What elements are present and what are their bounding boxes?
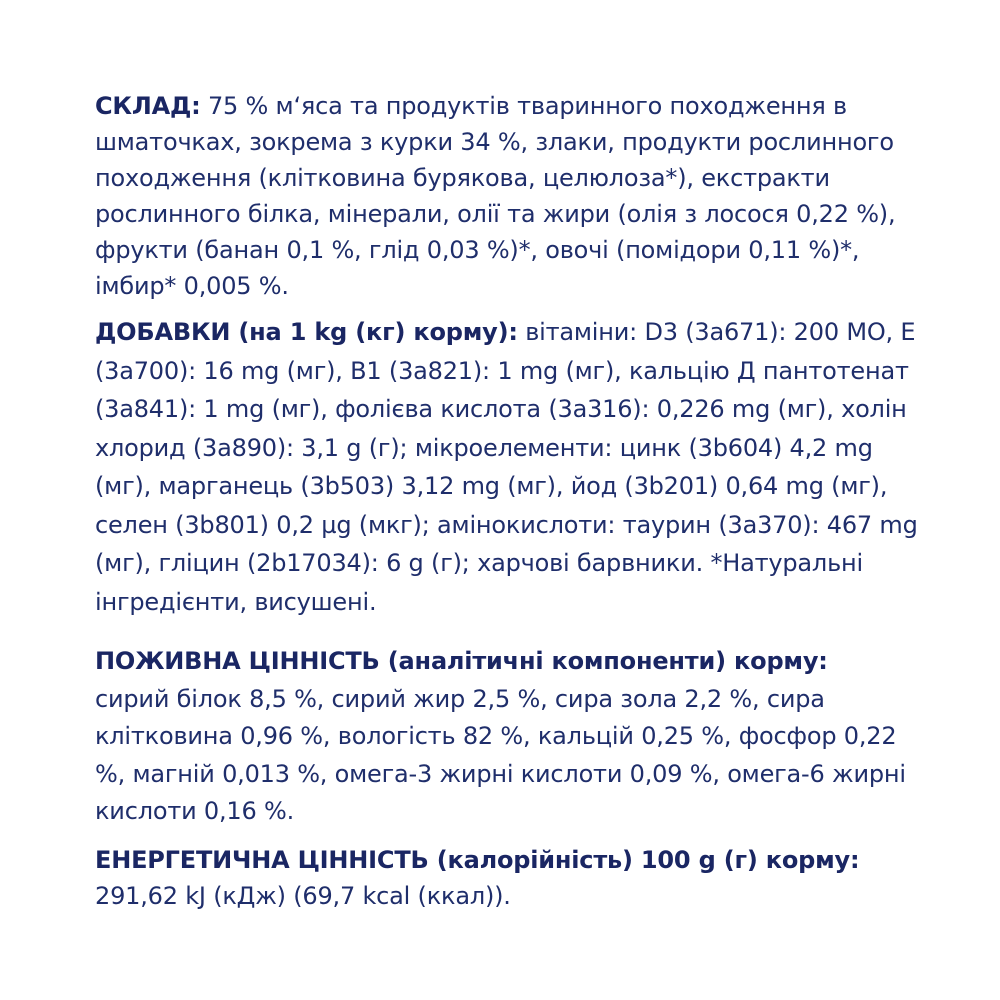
- composition-section: [95, 88, 925, 304]
- nutrition-text: сирий білок 8,5 %, сирий жир 2,5 %, сира зола 2,2 %, сира клітковина 0,96 %, вологість 82 %, кальцій 0,25 %, фосфор 0,22 %, магній 0,013 %, омега-3 жирні кислоти 0,09 %, омега-6 жирні кислоти 0,16 %.: [95, 684, 906, 825]
- energy-section: [95, 842, 925, 914]
- additives-text: вітаміни: D3 (3a671): 200 МО, Е (3a700): 16 mg (мг), B1 (3a821): 1 mg (мг), кальцію Д пантотенат (3a841): 1 mg (мг), фолієва кислота (3a316): 0,226 mg (мг), холін хлорид (3a890): 3,1 g (г); мікроелементи: цинк (3b604) 4,2 mg (мг), марганець (3b503) 3,12 mg (мг), йод (3b201) 0,64 mg (мг), селен (3b801) 0,2 µg (мкг); амінокислоти: таурин (3a370): 467 mg (мг), гліцин (2b17034): 6 g (г); харчові барвники. *Натуральні інгредієнти, висушені.: [95, 318, 918, 616]
- composition-label: СКЛАД:: [95, 92, 201, 120]
- energy-label: ЕНЕРГЕТИЧНА ЦІННІСТЬ (калорійність) 100 g (г) корму:: [95, 846, 860, 874]
- nutrition-section: [95, 643, 925, 831]
- composition-text: 75 % м‘яса та продуктів тваринного походження в шматочках, зокрема з курки 34 %, злаки, продукти рослинного походження (клітковина бурякова, целюлоза*), екстракти рослинного білка, мінерали, олії та жири (олія з лосося 0,22 %), фрукти (банан 0,1 %, глід 0,03 %)*, овочі (помідори 0,11 %)*, імбир* 0,005 %.: [95, 92, 896, 300]
- additives-section: [95, 313, 925, 621]
- additives-label: ДОБАВКИ (на 1 kg (кг) корму):: [95, 318, 518, 346]
- nutrition-label: ПОЖИВНА ЦІННІСТЬ (аналітичні компоненти) корму:: [95, 647, 828, 675]
- energy-text: 291,62 kJ (кДж) (69,7 kcal (ккал)).: [95, 882, 511, 910]
